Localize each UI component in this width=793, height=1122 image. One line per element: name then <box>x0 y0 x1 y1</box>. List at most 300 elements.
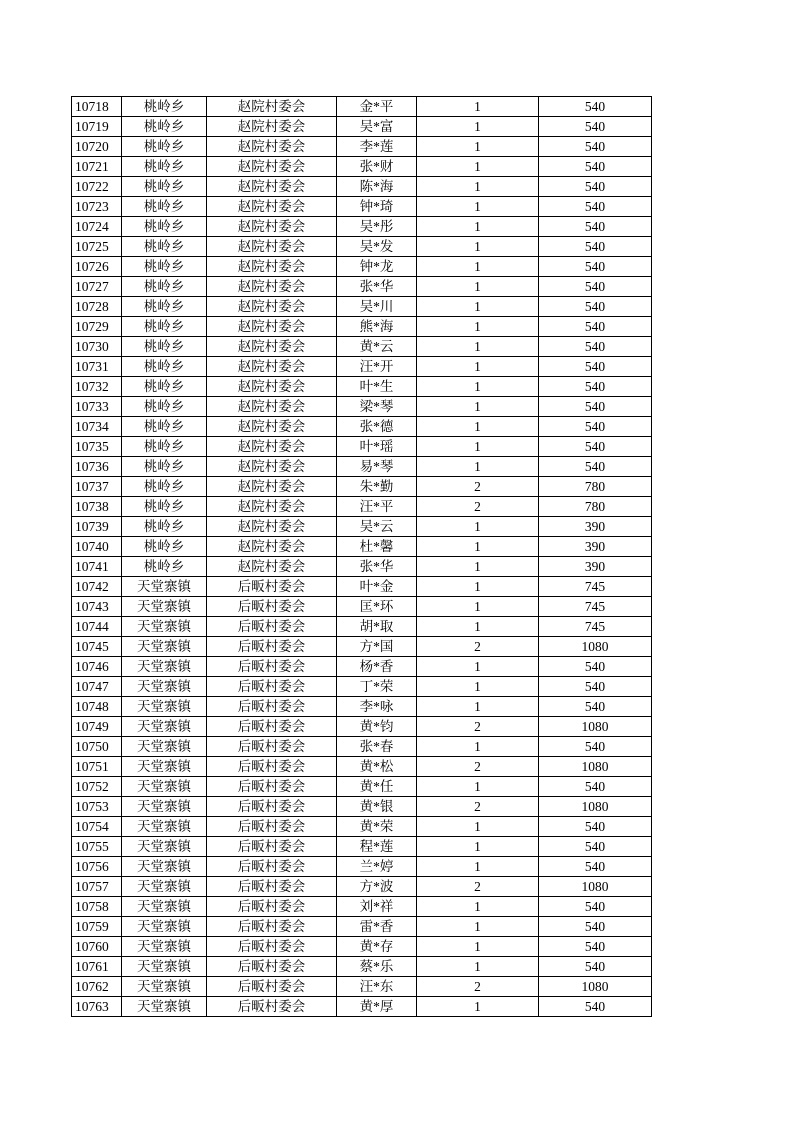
record-number-cell: 10747 <box>72 677 122 697</box>
household-count-cell: 2 <box>417 977 539 997</box>
village-committee-cell: 后畈村委会 <box>207 637 337 657</box>
village-committee-cell: 后畈村委会 <box>207 877 337 897</box>
household-count-cell: 1 <box>417 697 539 717</box>
village-committee-cell: 后畈村委会 <box>207 837 337 857</box>
record-number-cell: 10744 <box>72 617 122 637</box>
record-number-cell: 10736 <box>72 457 122 477</box>
record-number-cell: 10752 <box>72 777 122 797</box>
amount-cell: 540 <box>539 417 652 437</box>
record-number-cell: 10738 <box>72 497 122 517</box>
record-number-cell: 10749 <box>72 717 122 737</box>
township-cell: 天堂寨镇 <box>122 857 207 877</box>
village-committee-cell: 后畈村委会 <box>207 577 337 597</box>
amount-cell: 540 <box>539 217 652 237</box>
table-row <box>72 657 652 677</box>
amount-cell: 540 <box>539 837 652 857</box>
village-committee-cell: 后畈村委会 <box>207 937 337 957</box>
township-cell: 天堂寨镇 <box>122 717 207 737</box>
amount-cell: 540 <box>539 737 652 757</box>
table-row <box>72 197 652 217</box>
amount-cell: 390 <box>539 537 652 557</box>
amount-cell: 540 <box>539 297 652 317</box>
record-number-cell: 10756 <box>72 857 122 877</box>
table-row <box>72 177 652 197</box>
township-cell: 桃岭乡 <box>122 117 207 137</box>
person-name-cell: 丁*荣 <box>337 677 417 697</box>
amount-cell: 540 <box>539 117 652 137</box>
person-name-cell: 叶*金 <box>337 577 417 597</box>
table-row <box>72 797 652 817</box>
table-row <box>72 557 652 577</box>
table-row <box>72 217 652 237</box>
village-committee-cell: 赵院村委会 <box>207 197 337 217</box>
township-cell: 桃岭乡 <box>122 177 207 197</box>
table-row <box>72 877 652 897</box>
person-name-cell: 程*莲 <box>337 837 417 857</box>
person-name-cell: 李*咏 <box>337 697 417 717</box>
township-cell: 桃岭乡 <box>122 537 207 557</box>
household-count-cell: 2 <box>417 877 539 897</box>
person-name-cell: 张*春 <box>337 737 417 757</box>
table-row <box>72 317 652 337</box>
township-cell: 桃岭乡 <box>122 497 207 517</box>
table-row <box>72 297 652 317</box>
amount-cell: 1080 <box>539 757 652 777</box>
village-committee-cell: 后畈村委会 <box>207 957 337 977</box>
amount-cell: 540 <box>539 97 652 117</box>
household-count-cell: 1 <box>417 397 539 417</box>
village-committee-cell: 赵院村委会 <box>207 237 337 257</box>
person-name-cell: 杜*馨 <box>337 537 417 557</box>
household-count-cell: 1 <box>417 137 539 157</box>
person-name-cell: 金*平 <box>337 97 417 117</box>
amount-cell: 540 <box>539 917 652 937</box>
record-number-cell: 10753 <box>72 797 122 817</box>
township-cell: 天堂寨镇 <box>122 677 207 697</box>
amount-cell: 780 <box>539 497 652 517</box>
person-name-cell: 黄*厚 <box>337 997 417 1017</box>
township-cell: 天堂寨镇 <box>122 957 207 977</box>
amount-cell: 780 <box>539 477 652 497</box>
record-number-cell: 10748 <box>72 697 122 717</box>
record-number-cell: 10722 <box>72 177 122 197</box>
person-name-cell: 吴*彤 <box>337 217 417 237</box>
village-committee-cell: 赵院村委会 <box>207 217 337 237</box>
person-name-cell: 方*国 <box>337 637 417 657</box>
person-name-cell: 黄*银 <box>337 797 417 817</box>
person-name-cell: 黄*存 <box>337 937 417 957</box>
township-cell: 桃岭乡 <box>122 257 207 277</box>
village-committee-cell: 赵院村委会 <box>207 177 337 197</box>
amount-cell: 540 <box>539 357 652 377</box>
township-cell: 天堂寨镇 <box>122 897 207 917</box>
person-name-cell: 钟*琦 <box>337 197 417 217</box>
township-cell: 天堂寨镇 <box>122 657 207 677</box>
table-row <box>72 717 652 737</box>
village-committee-cell: 后畈村委会 <box>207 797 337 817</box>
person-name-cell: 吴*云 <box>337 517 417 537</box>
record-number-cell: 10725 <box>72 237 122 257</box>
village-committee-cell: 后畈村委会 <box>207 597 337 617</box>
household-count-cell: 1 <box>417 297 539 317</box>
household-count-cell: 1 <box>417 457 539 477</box>
record-number-cell: 10745 <box>72 637 122 657</box>
amount-cell: 540 <box>539 777 652 797</box>
record-number-cell: 10735 <box>72 437 122 457</box>
village-committee-cell: 赵院村委会 <box>207 317 337 337</box>
township-cell: 天堂寨镇 <box>122 837 207 857</box>
amount-cell: 1080 <box>539 637 652 657</box>
table-row <box>72 117 652 137</box>
record-number-cell: 10729 <box>72 317 122 337</box>
table-row <box>72 577 652 597</box>
village-committee-cell: 赵院村委会 <box>207 457 337 477</box>
record-number-cell: 10763 <box>72 997 122 1017</box>
household-count-cell: 1 <box>417 357 539 377</box>
amount-cell: 540 <box>539 277 652 297</box>
village-committee-cell: 赵院村委会 <box>207 137 337 157</box>
township-cell: 桃岭乡 <box>122 197 207 217</box>
village-committee-cell: 赵院村委会 <box>207 437 337 457</box>
village-committee-cell: 后畈村委会 <box>207 717 337 737</box>
amount-cell: 540 <box>539 957 652 977</box>
village-committee-cell: 赵院村委会 <box>207 357 337 377</box>
table-row <box>72 857 652 877</box>
person-name-cell: 吴*川 <box>337 297 417 317</box>
village-committee-cell: 后畈村委会 <box>207 697 337 717</box>
township-cell: 天堂寨镇 <box>122 737 207 757</box>
township-cell: 天堂寨镇 <box>122 777 207 797</box>
township-cell: 桃岭乡 <box>122 397 207 417</box>
village-committee-cell: 赵院村委会 <box>207 257 337 277</box>
record-number-cell: 10726 <box>72 257 122 277</box>
record-number-cell: 10718 <box>72 97 122 117</box>
table-row <box>72 837 652 857</box>
person-name-cell: 黄*荣 <box>337 817 417 837</box>
person-name-cell: 陈*海 <box>337 177 417 197</box>
person-name-cell: 汪*东 <box>337 977 417 997</box>
household-count-cell: 1 <box>417 617 539 637</box>
record-number-cell: 10757 <box>72 877 122 897</box>
township-cell: 天堂寨镇 <box>122 917 207 937</box>
person-name-cell: 张*财 <box>337 157 417 177</box>
table-row <box>72 637 652 657</box>
record-number-cell: 10741 <box>72 557 122 577</box>
amount-cell: 540 <box>539 137 652 157</box>
village-committee-cell: 后畈村委会 <box>207 897 337 917</box>
township-cell: 天堂寨镇 <box>122 637 207 657</box>
amount-cell: 745 <box>539 617 652 637</box>
data-table <box>71 96 652 1017</box>
amount-cell: 540 <box>539 257 652 277</box>
record-number-cell: 10731 <box>72 357 122 377</box>
amount-cell: 540 <box>539 457 652 477</box>
person-name-cell: 叶*瑶 <box>337 437 417 457</box>
amount-cell: 540 <box>539 817 652 837</box>
village-committee-cell: 后畈村委会 <box>207 757 337 777</box>
township-cell: 桃岭乡 <box>122 457 207 477</box>
person-name-cell: 易*琴 <box>337 457 417 477</box>
household-count-cell: 1 <box>417 517 539 537</box>
record-number-cell: 10751 <box>72 757 122 777</box>
village-committee-cell: 后畈村委会 <box>207 737 337 757</box>
household-count-cell: 1 <box>417 417 539 437</box>
household-count-cell: 1 <box>417 777 539 797</box>
table-row <box>72 537 652 557</box>
household-count-cell: 1 <box>417 957 539 977</box>
household-count-cell: 2 <box>417 797 539 817</box>
amount-cell: 540 <box>539 157 652 177</box>
table-row <box>72 377 652 397</box>
record-number-cell: 10755 <box>72 837 122 857</box>
village-committee-cell: 后畈村委会 <box>207 677 337 697</box>
household-count-cell: 1 <box>417 257 539 277</box>
household-count-cell: 1 <box>417 157 539 177</box>
record-number-cell: 10762 <box>72 977 122 997</box>
record-number-cell: 10734 <box>72 417 122 437</box>
household-count-cell: 1 <box>417 197 539 217</box>
person-name-cell: 胡*取 <box>337 617 417 637</box>
village-committee-cell: 赵院村委会 <box>207 377 337 397</box>
table-row <box>72 597 652 617</box>
household-count-cell: 1 <box>417 97 539 117</box>
table-row <box>72 417 652 437</box>
household-count-cell: 1 <box>417 437 539 457</box>
amount-cell: 1080 <box>539 717 652 737</box>
record-number-cell: 10733 <box>72 397 122 417</box>
table-row <box>72 497 652 517</box>
table-row <box>72 957 652 977</box>
household-count-cell: 1 <box>417 597 539 617</box>
household-count-cell: 1 <box>417 117 539 137</box>
township-cell: 天堂寨镇 <box>122 577 207 597</box>
person-name-cell: 黄*任 <box>337 777 417 797</box>
table-row <box>72 357 652 377</box>
person-name-cell: 钟*龙 <box>337 257 417 277</box>
amount-cell: 1080 <box>539 797 652 817</box>
household-count-cell: 1 <box>417 337 539 357</box>
person-name-cell: 熊*海 <box>337 317 417 337</box>
village-committee-cell: 赵院村委会 <box>207 117 337 137</box>
village-committee-cell: 赵院村委会 <box>207 397 337 417</box>
record-number-cell: 10719 <box>72 117 122 137</box>
person-name-cell: 吴*发 <box>337 237 417 257</box>
township-cell: 桃岭乡 <box>122 97 207 117</box>
amount-cell: 540 <box>539 677 652 697</box>
table-row <box>72 97 652 117</box>
person-name-cell: 吴*富 <box>337 117 417 137</box>
person-name-cell: 张*华 <box>337 277 417 297</box>
table-row <box>72 277 652 297</box>
record-number-cell: 10721 <box>72 157 122 177</box>
record-number-cell: 10761 <box>72 957 122 977</box>
township-cell: 桃岭乡 <box>122 137 207 157</box>
township-cell: 天堂寨镇 <box>122 937 207 957</box>
record-number-cell: 10758 <box>72 897 122 917</box>
amount-cell: 540 <box>539 697 652 717</box>
township-cell: 桃岭乡 <box>122 477 207 497</box>
record-number-cell: 10746 <box>72 657 122 677</box>
township-cell: 天堂寨镇 <box>122 977 207 997</box>
table-row <box>72 237 652 257</box>
township-cell: 桃岭乡 <box>122 517 207 537</box>
household-count-cell: 2 <box>417 497 539 517</box>
household-count-cell: 1 <box>417 577 539 597</box>
person-name-cell: 黄*钧 <box>337 717 417 737</box>
table-row <box>72 157 652 177</box>
record-number-cell: 10724 <box>72 217 122 237</box>
person-name-cell: 李*莲 <box>337 137 417 157</box>
village-committee-cell: 赵院村委会 <box>207 417 337 437</box>
amount-cell: 540 <box>539 337 652 357</box>
household-count-cell: 1 <box>417 237 539 257</box>
village-committee-cell: 赵院村委会 <box>207 537 337 557</box>
table-row <box>72 137 652 157</box>
village-committee-cell: 后畈村委会 <box>207 617 337 637</box>
record-number-cell: 10732 <box>72 377 122 397</box>
table-row <box>72 697 652 717</box>
record-number-cell: 10739 <box>72 517 122 537</box>
township-cell: 天堂寨镇 <box>122 797 207 817</box>
table-row <box>72 737 652 757</box>
household-count-cell: 1 <box>417 677 539 697</box>
record-number-cell: 10727 <box>72 277 122 297</box>
record-number-cell: 10760 <box>72 937 122 957</box>
household-count-cell: 1 <box>417 857 539 877</box>
township-cell: 桃岭乡 <box>122 317 207 337</box>
amount-cell: 540 <box>539 997 652 1017</box>
amount-cell: 745 <box>539 597 652 617</box>
village-committee-cell: 赵院村委会 <box>207 337 337 357</box>
amount-cell: 540 <box>539 657 652 677</box>
household-count-cell: 1 <box>417 917 539 937</box>
amount-cell: 540 <box>539 197 652 217</box>
amount-cell: 540 <box>539 317 652 337</box>
township-cell: 桃岭乡 <box>122 437 207 457</box>
table-row <box>72 677 652 697</box>
person-name-cell: 兰*婷 <box>337 857 417 877</box>
person-name-cell: 叶*生 <box>337 377 417 397</box>
table-row <box>72 477 652 497</box>
village-committee-cell: 后畈村委会 <box>207 977 337 997</box>
amount-cell: 540 <box>539 397 652 417</box>
person-name-cell: 刘*祥 <box>337 897 417 917</box>
table-row <box>72 897 652 917</box>
person-name-cell: 梁*琴 <box>337 397 417 417</box>
record-number-cell: 10723 <box>72 197 122 217</box>
amount-cell: 540 <box>539 377 652 397</box>
household-count-cell: 1 <box>417 937 539 957</box>
table-row <box>72 257 652 277</box>
amount-cell: 540 <box>539 897 652 917</box>
township-cell: 天堂寨镇 <box>122 597 207 617</box>
household-count-cell: 1 <box>417 317 539 337</box>
township-cell: 桃岭乡 <box>122 157 207 177</box>
village-committee-cell: 后畈村委会 <box>207 777 337 797</box>
table-row <box>72 917 652 937</box>
person-name-cell: 方*波 <box>337 877 417 897</box>
household-count-cell: 2 <box>417 477 539 497</box>
table-row <box>72 437 652 457</box>
amount-cell: 540 <box>539 937 652 957</box>
record-number-cell: 10737 <box>72 477 122 497</box>
amount-cell: 540 <box>539 857 652 877</box>
table-row <box>72 517 652 537</box>
person-name-cell: 蔡*乐 <box>337 957 417 977</box>
person-name-cell: 黄*松 <box>337 757 417 777</box>
record-number-cell: 10743 <box>72 597 122 617</box>
amount-cell: 1080 <box>539 977 652 997</box>
village-committee-cell: 赵院村委会 <box>207 97 337 117</box>
table-body <box>72 97 652 1017</box>
person-name-cell: 杨*香 <box>337 657 417 677</box>
village-committee-cell: 赵院村委会 <box>207 517 337 537</box>
township-cell: 天堂寨镇 <box>122 617 207 637</box>
village-committee-cell: 后畈村委会 <box>207 817 337 837</box>
record-number-cell: 10720 <box>72 137 122 157</box>
household-count-cell: 1 <box>417 737 539 757</box>
household-count-cell: 1 <box>417 537 539 557</box>
household-count-cell: 1 <box>417 177 539 197</box>
record-number-cell: 10759 <box>72 917 122 937</box>
household-count-cell: 2 <box>417 717 539 737</box>
village-committee-cell: 赵院村委会 <box>207 557 337 577</box>
township-cell: 天堂寨镇 <box>122 757 207 777</box>
amount-cell: 540 <box>539 237 652 257</box>
table-row <box>72 977 652 997</box>
township-cell: 桃岭乡 <box>122 217 207 237</box>
table-row <box>72 337 652 357</box>
household-count-cell: 1 <box>417 377 539 397</box>
person-name-cell: 张*德 <box>337 417 417 437</box>
household-count-cell: 1 <box>417 897 539 917</box>
township-cell: 桃岭乡 <box>122 557 207 577</box>
township-cell: 桃岭乡 <box>122 337 207 357</box>
township-cell: 桃岭乡 <box>122 357 207 377</box>
person-name-cell: 黄*云 <box>337 337 417 357</box>
household-count-cell: 1 <box>417 277 539 297</box>
village-committee-cell: 后畈村委会 <box>207 657 337 677</box>
household-count-cell: 2 <box>417 757 539 777</box>
amount-cell: 390 <box>539 517 652 537</box>
record-number-cell: 10750 <box>72 737 122 757</box>
household-count-cell: 1 <box>417 657 539 677</box>
village-committee-cell: 赵院村委会 <box>207 297 337 317</box>
township-cell: 天堂寨镇 <box>122 697 207 717</box>
township-cell: 桃岭乡 <box>122 277 207 297</box>
table-row <box>72 457 652 477</box>
household-count-cell: 1 <box>417 837 539 857</box>
household-count-cell: 1 <box>417 997 539 1017</box>
village-committee-cell: 后畈村委会 <box>207 997 337 1017</box>
table-row <box>72 617 652 637</box>
person-name-cell: 张*华 <box>337 557 417 577</box>
township-cell: 桃岭乡 <box>122 237 207 257</box>
household-count-cell: 1 <box>417 557 539 577</box>
household-count-cell: 1 <box>417 817 539 837</box>
record-number-cell: 10742 <box>72 577 122 597</box>
village-committee-cell: 赵院村委会 <box>207 497 337 517</box>
amount-cell: 540 <box>539 177 652 197</box>
table-row <box>72 757 652 777</box>
township-cell: 桃岭乡 <box>122 417 207 437</box>
village-committee-cell: 赵院村委会 <box>207 157 337 177</box>
record-number-cell: 10730 <box>72 337 122 357</box>
table-row <box>72 817 652 837</box>
record-number-cell: 10754 <box>72 817 122 837</box>
village-committee-cell: 后畈村委会 <box>207 857 337 877</box>
township-cell: 天堂寨镇 <box>122 817 207 837</box>
